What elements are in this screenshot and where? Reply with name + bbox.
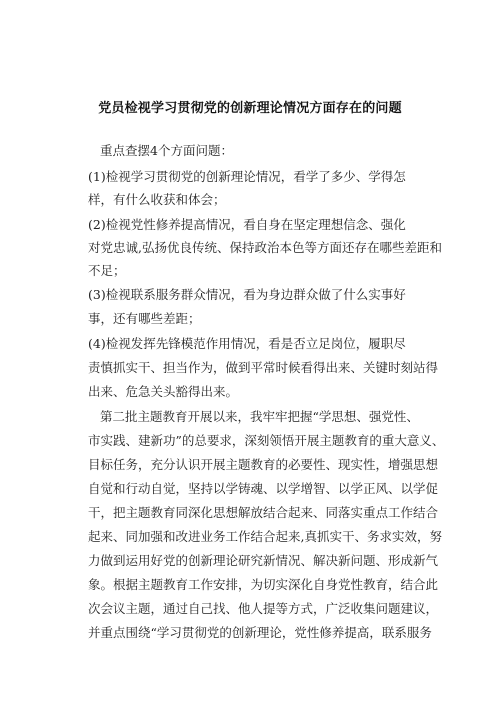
document-title: 党员检视学习贯彻党的创新理论情况方面存在的问题	[98, 101, 402, 116]
text-line: 样，有什么收获和体会；	[88, 192, 226, 207]
text-line: 第二批主题教育开展以来，我牢牢把握“学思想、强党性、	[100, 409, 419, 424]
text-line: 次会议主题，通过自己找、他人提等方式，广泛收集问题建议，	[88, 601, 439, 616]
text-line: 重点查摆4个方面问题：	[100, 143, 233, 158]
text-line: 对党忠诚,弘扬优良传统、保持政治本色等方面还存在哪些差距和	[88, 240, 442, 255]
text-line: (1)检视学习贯彻党的创新理论情况，看学了多少、学得怎	[88, 169, 406, 184]
text-line: 并重点围绕“学习贯彻党的创新理论，党性修养提高，联系服务	[88, 625, 432, 640]
text-line: 不足；	[88, 263, 126, 278]
text-line: (2)检视党性修养提高情况，看自身在坚定理想信念、强化	[88, 217, 406, 232]
text-line: 出来、危急关头豁得出来。	[88, 384, 239, 399]
text-line: 干，把主题教育同深化思想解放结合起来、同落实重点工作结合	[88, 505, 439, 520]
text-line: 自觉和行动自觉，坚持以学铸魂、以学增智、以学正风、以学促	[88, 481, 439, 496]
text-line: 目标任务，充分认识开展主题教育的必要性、现实性，增强思想	[88, 457, 439, 472]
text-line: 事，还有哪些差距；	[88, 311, 201, 326]
text-line: 市实践、建新功”的总要求，深刻领悟开展主题教育的重大意义、	[88, 433, 445, 448]
text-line: (3)检视联系服务群众情况，看为身边群众做了什么实事好	[88, 287, 406, 302]
text-line: 起来、同加强和改进业务工作结合起来,真抓实干、务求实效，努	[88, 529, 442, 544]
text-line: (4)检视发挥先锋模范作用情况，看是否立足岗位，履职尽	[88, 336, 406, 351]
text-line: 力做到运用好党的创新理论研究新情况、解决新问题、形成新气	[88, 553, 439, 568]
text-line: 象。根据主题教育工作安排，为切实深化自身党性教育，结合此	[88, 577, 439, 592]
text-line: 责慎抓实干、担当作为，做到平常时候看得出来、关键时刻站得	[88, 360, 439, 375]
